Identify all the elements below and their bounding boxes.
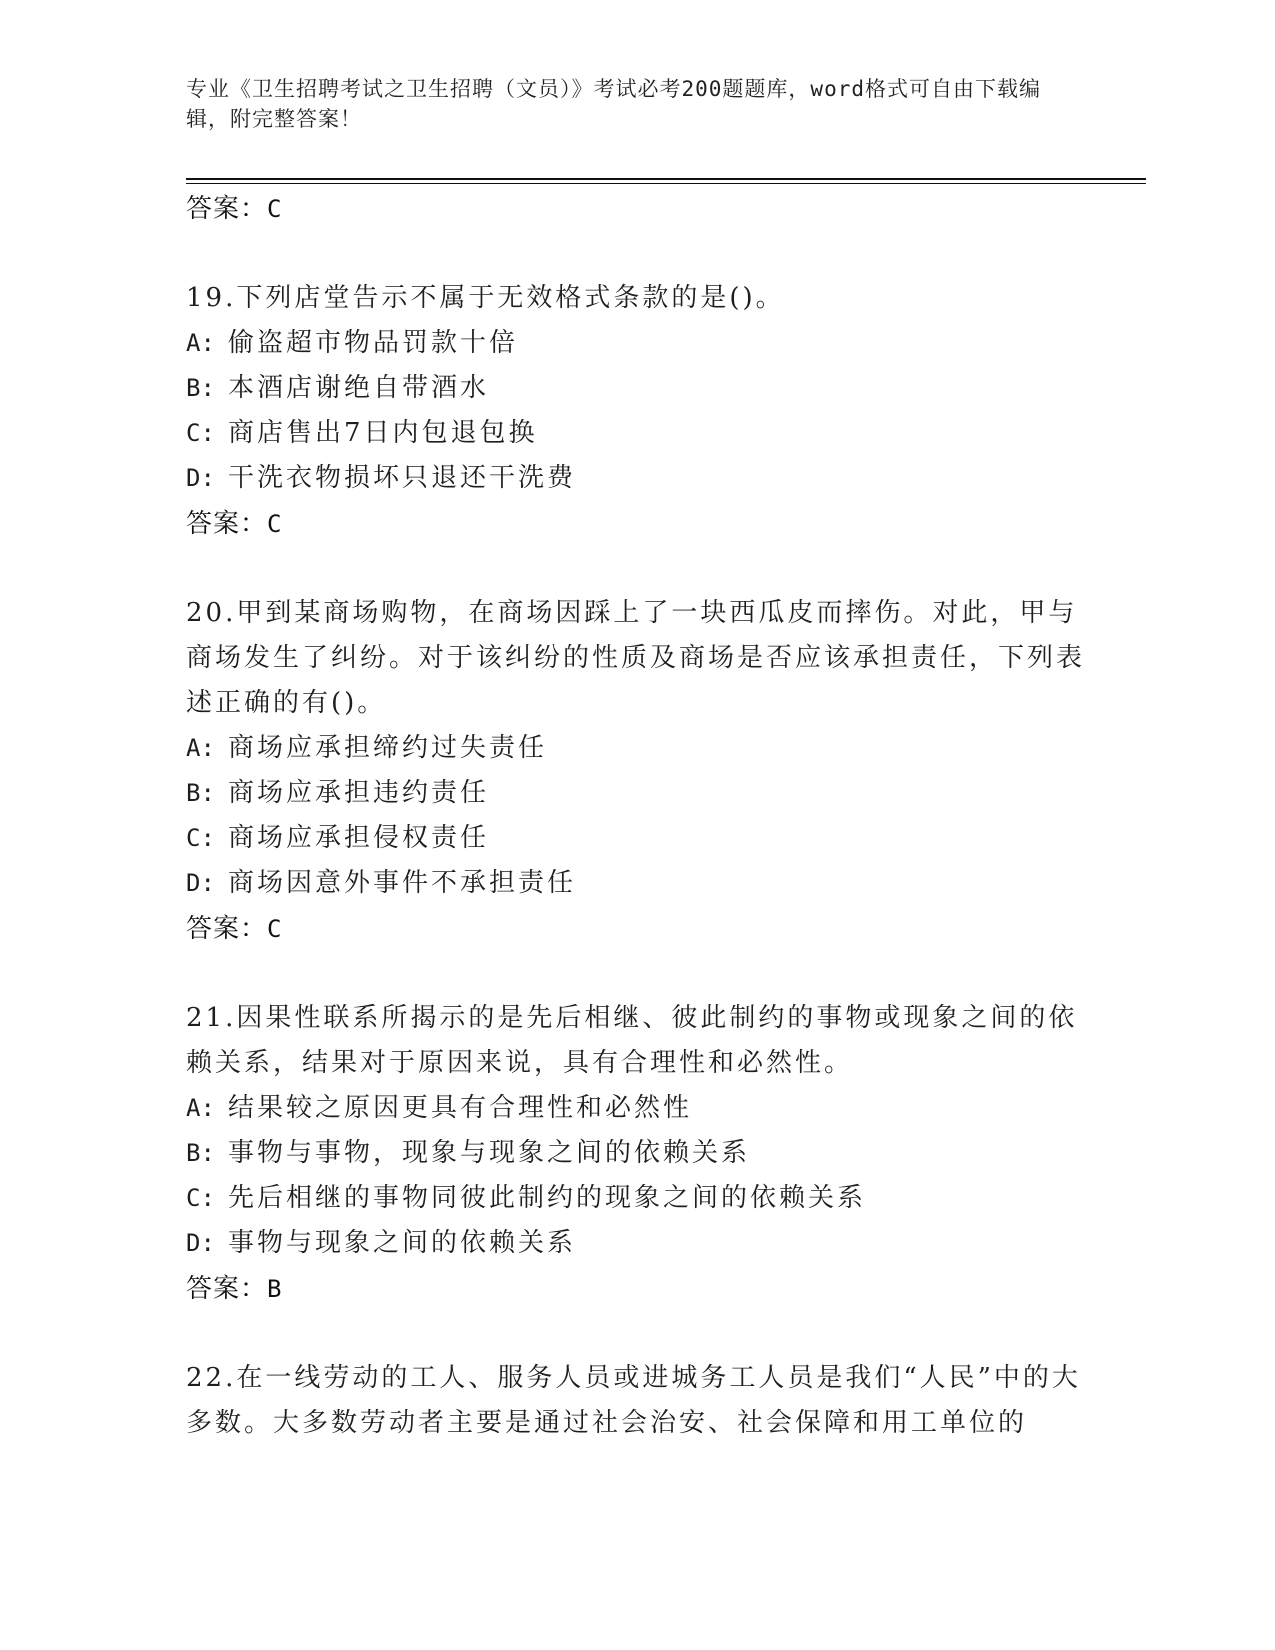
questions-container xyxy=(186,276,1086,1446)
option-key: B: xyxy=(186,1139,215,1167)
question-block xyxy=(186,591,1086,952)
option-text: 商店售出7日内包退包换 xyxy=(228,418,538,448)
option-item xyxy=(186,861,1086,906)
option-text: 本酒店谢绝自带酒水 xyxy=(228,373,490,403)
option-text: 商场应承担侵权责任 xyxy=(228,823,490,853)
answer-value: C xyxy=(267,510,283,538)
answer-label: 答案： xyxy=(186,194,268,224)
option-text: 商场应承担违约责任 xyxy=(228,778,490,808)
option-item xyxy=(186,366,1086,411)
option-key: A: xyxy=(186,1094,215,1122)
question-stem: 19.下列店堂告示不属于无效格式条款的是()。 xyxy=(186,283,785,313)
option-text: 偷盗超市物品罚款十倍 xyxy=(228,328,519,358)
option-text: 结果较之原因更具有合理性和必然性 xyxy=(228,1093,693,1123)
option-item xyxy=(186,1176,1086,1221)
document-header-note: 专业《卫生招聘考试之卫生招聘（文员）》考试必考200题题库，word格式可自由下载编辑，附完整答案！ xyxy=(186,77,1041,131)
question-stem: 21.因果性联系所揭示的是先后相继、彼此制约的事物或现象之间的依赖关系，结果对于原因来说，具有合理性和必然性。 xyxy=(186,1003,1078,1078)
option-key: C: xyxy=(186,419,215,447)
option-text: 商场应承担缔约过失责任 xyxy=(228,733,548,763)
question-stem: 20.甲到某商场购物，在商场因踩上了一块西瓜皮而摔伤。对此，甲与商场发生了纠纷。对于该纠纷的性质及商场是否应该承担责任，下列表述正确的有()。 xyxy=(186,598,1086,718)
option-item xyxy=(186,1221,1086,1266)
option-key: C: xyxy=(186,824,215,852)
option-item xyxy=(186,1131,1086,1176)
answer-label: 答案： xyxy=(186,509,268,539)
answer-value: C xyxy=(267,195,283,223)
question-block xyxy=(186,996,1086,1312)
question-list xyxy=(186,186,1086,1446)
option-item xyxy=(186,321,1086,366)
option-key: A: xyxy=(186,734,215,762)
question-block xyxy=(186,276,1086,547)
option-item xyxy=(186,816,1086,861)
header-divider-thick xyxy=(186,178,1146,180)
answer-line xyxy=(186,501,1086,547)
question-stem: 22.在一线劳动的工人、服务人员或进城务工人员是我们“人民”中的大多数。大多数劳动者主要是通过社会治安、社会保障和用工单位的 xyxy=(186,1363,1081,1438)
option-key: A: xyxy=(186,329,215,357)
option-text: 事物与事物，现象与现象之间的依赖关系 xyxy=(228,1138,751,1168)
option-key: B: xyxy=(186,374,215,402)
answer-line xyxy=(186,906,1086,952)
option-key: D: xyxy=(186,869,215,897)
answer-line xyxy=(186,1266,1086,1312)
option-text: 商场因意外事件不承担责任 xyxy=(228,868,577,898)
option-item xyxy=(186,726,1086,771)
option-key: C: xyxy=(186,1184,215,1212)
option-text: 先后相继的事物同彼此制约的现象之间的依赖关系 xyxy=(228,1183,867,1213)
option-key: D: xyxy=(186,1229,215,1257)
option-text: 事物与现象之间的依赖关系 xyxy=(228,1228,577,1258)
answer-label: 答案： xyxy=(186,914,268,944)
option-item xyxy=(186,411,1086,456)
header-divider-thin xyxy=(186,183,1146,184)
option-item xyxy=(186,1086,1086,1131)
answer-value: C xyxy=(267,915,283,943)
option-item xyxy=(186,456,1086,501)
option-key: B: xyxy=(186,779,215,807)
option-text: 干洗衣物损坏只退还干洗费 xyxy=(228,463,577,493)
answer-line xyxy=(186,186,1086,232)
option-item xyxy=(186,771,1086,816)
answer-value: B xyxy=(267,1275,283,1303)
question-block xyxy=(186,1356,1086,1446)
answer-label: 答案： xyxy=(186,1274,268,1304)
option-key: D: xyxy=(186,464,215,492)
